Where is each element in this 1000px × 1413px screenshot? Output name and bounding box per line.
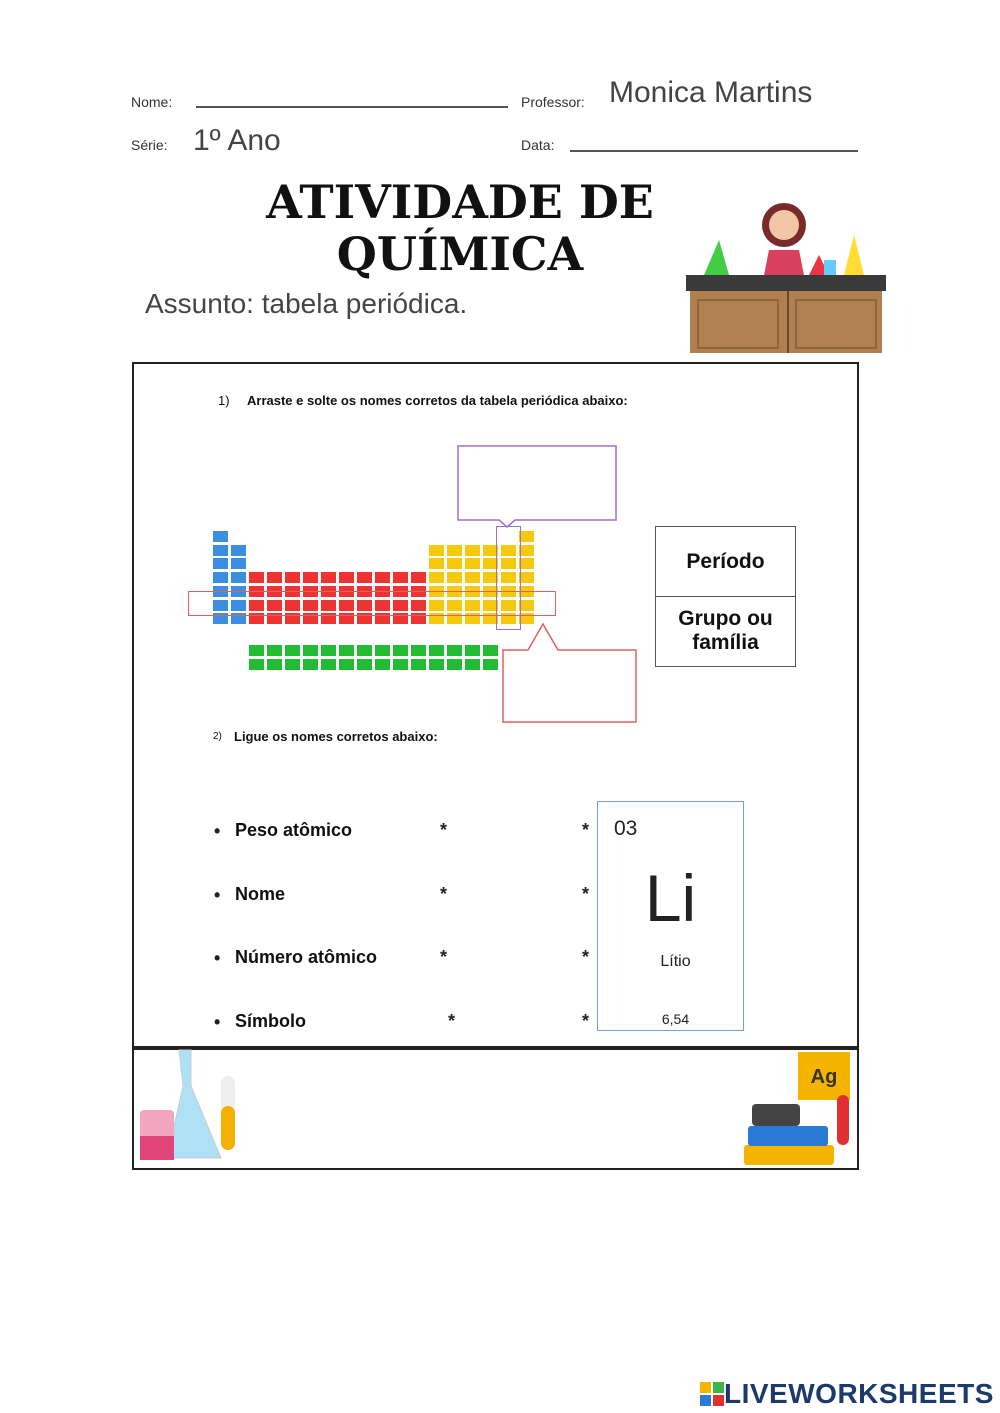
match-item: Número atômico [235, 947, 378, 967]
flasks-icon [137, 1046, 247, 1166]
element-cell [321, 659, 336, 670]
element-cell [231, 545, 246, 556]
element-cell [447, 558, 462, 569]
left-connector-dot[interactable]: * [440, 820, 448, 840]
element-cell [519, 558, 534, 569]
element-cell [285, 645, 300, 656]
ag-logo-text: Ag [810, 1066, 838, 1088]
element-cell [303, 659, 318, 670]
serie-value: 1º Ano [193, 124, 281, 157]
element-name: Lítio [660, 953, 691, 970]
element-cell [483, 659, 498, 670]
element-cell [249, 645, 264, 656]
element-cell [231, 572, 246, 583]
data-input[interactable] [570, 150, 858, 152]
period-drop-zone[interactable] [500, 618, 640, 726]
professor-label: Professor: [521, 94, 585, 110]
right-connector-dot[interactable]: * [582, 884, 590, 904]
element-cell [249, 659, 264, 670]
professor-value: Monica Martins [609, 76, 813, 109]
left-connector-dot[interactable]: * [440, 884, 448, 904]
group-highlight [496, 526, 521, 630]
element-number: 03 [614, 817, 638, 840]
nome-label: Nome: [131, 94, 173, 110]
subject: Assunto: tabela periódica. [145, 288, 468, 319]
element-cell [447, 645, 462, 656]
option-periodo[interactable] [656, 527, 795, 597]
match-item: Nome [235, 884, 286, 904]
liveworksheets-logo [700, 1378, 994, 1410]
left-connector-dot[interactable]: * [448, 1011, 456, 1031]
brand-text: LIVEWORKSHEETS [724, 1378, 994, 1409]
page-title [240, 176, 680, 280]
element-cell [321, 645, 336, 656]
option-grupo-label: Grupo ou família [678, 607, 773, 654]
q2-text: Ligue os nomes corretos abaixo: [234, 729, 438, 744]
element-cell [339, 645, 354, 656]
option-grupo[interactable] [656, 597, 795, 665]
element-cell [267, 645, 282, 656]
element-symbol: Li [644, 861, 697, 935]
bullet: • [214, 1012, 221, 1032]
option-periodo-label: Período [686, 549, 765, 573]
bullet: • [214, 948, 221, 968]
element-cell [393, 659, 408, 670]
bullet: • [214, 821, 221, 841]
right-connector-dot[interactable]: * [582, 947, 590, 967]
element-cell [285, 659, 300, 670]
element-cell [267, 572, 282, 583]
element-cell [447, 572, 462, 583]
element-cell [411, 659, 426, 670]
element-cell [519, 545, 534, 556]
options-box [655, 526, 796, 667]
element-cell [357, 659, 372, 670]
left-connector-dot[interactable]: * [440, 947, 448, 967]
element-cell [213, 572, 228, 583]
element-cell [249, 572, 264, 583]
q1-number: 1) [218, 393, 230, 408]
serie-label: Série: [131, 137, 168, 153]
element-cell [321, 572, 336, 583]
element-cell [213, 558, 228, 569]
lab-illustration [684, 180, 889, 355]
element-cell [411, 572, 426, 583]
right-connector-dot[interactable]: * [582, 820, 590, 840]
data-label: Data: [521, 137, 555, 153]
element-cell [429, 558, 444, 569]
match-item: Símbolo [235, 1011, 306, 1031]
element-cell [213, 545, 228, 556]
element-cell [393, 645, 408, 656]
element-cell [429, 645, 444, 656]
element-card [597, 801, 744, 1031]
element-cell [465, 545, 480, 556]
element-cell [483, 645, 498, 656]
nome-input[interactable] [196, 106, 508, 108]
element-cell [357, 645, 372, 656]
element-cell [231, 558, 246, 569]
q1-text: Arraste e solte os nomes corretos da tabela periódica abaixo: [247, 393, 628, 408]
element-cell [447, 659, 462, 670]
right-connector-dot[interactable]: * [582, 1011, 590, 1031]
element-cell [519, 572, 534, 583]
element-cell [375, 645, 390, 656]
bullet: • [214, 885, 221, 905]
element-cell [303, 645, 318, 656]
element-cell [465, 572, 480, 583]
element-cell [429, 572, 444, 583]
element-cell [339, 572, 354, 583]
element-cell [447, 545, 462, 556]
title-line-1: ATIVIDADE DE [266, 175, 654, 229]
title-line-2: QUÍMICA [336, 227, 584, 281]
element-cell [465, 645, 480, 656]
element-cell [357, 572, 372, 583]
element-cell [375, 659, 390, 670]
element-cell [411, 645, 426, 656]
element-cell [465, 659, 480, 670]
element-cell [393, 572, 408, 583]
element-cell [303, 572, 318, 583]
liveworksheets-icon [700, 1382, 724, 1406]
element-cell [429, 545, 444, 556]
q2-number: 2) [213, 731, 222, 742]
match-item: Peso atômico [235, 820, 353, 840]
element-cell [429, 659, 444, 670]
element-cell [375, 572, 390, 583]
element-cell [465, 558, 480, 569]
element-cell [213, 531, 228, 542]
element-cell [285, 572, 300, 583]
element-cell [267, 659, 282, 670]
books-chemistry-icon [742, 1050, 857, 1168]
group-drop-zone[interactable] [455, 443, 625, 533]
element-mass: 6,54 [661, 1011, 690, 1027]
element-cell [339, 659, 354, 670]
